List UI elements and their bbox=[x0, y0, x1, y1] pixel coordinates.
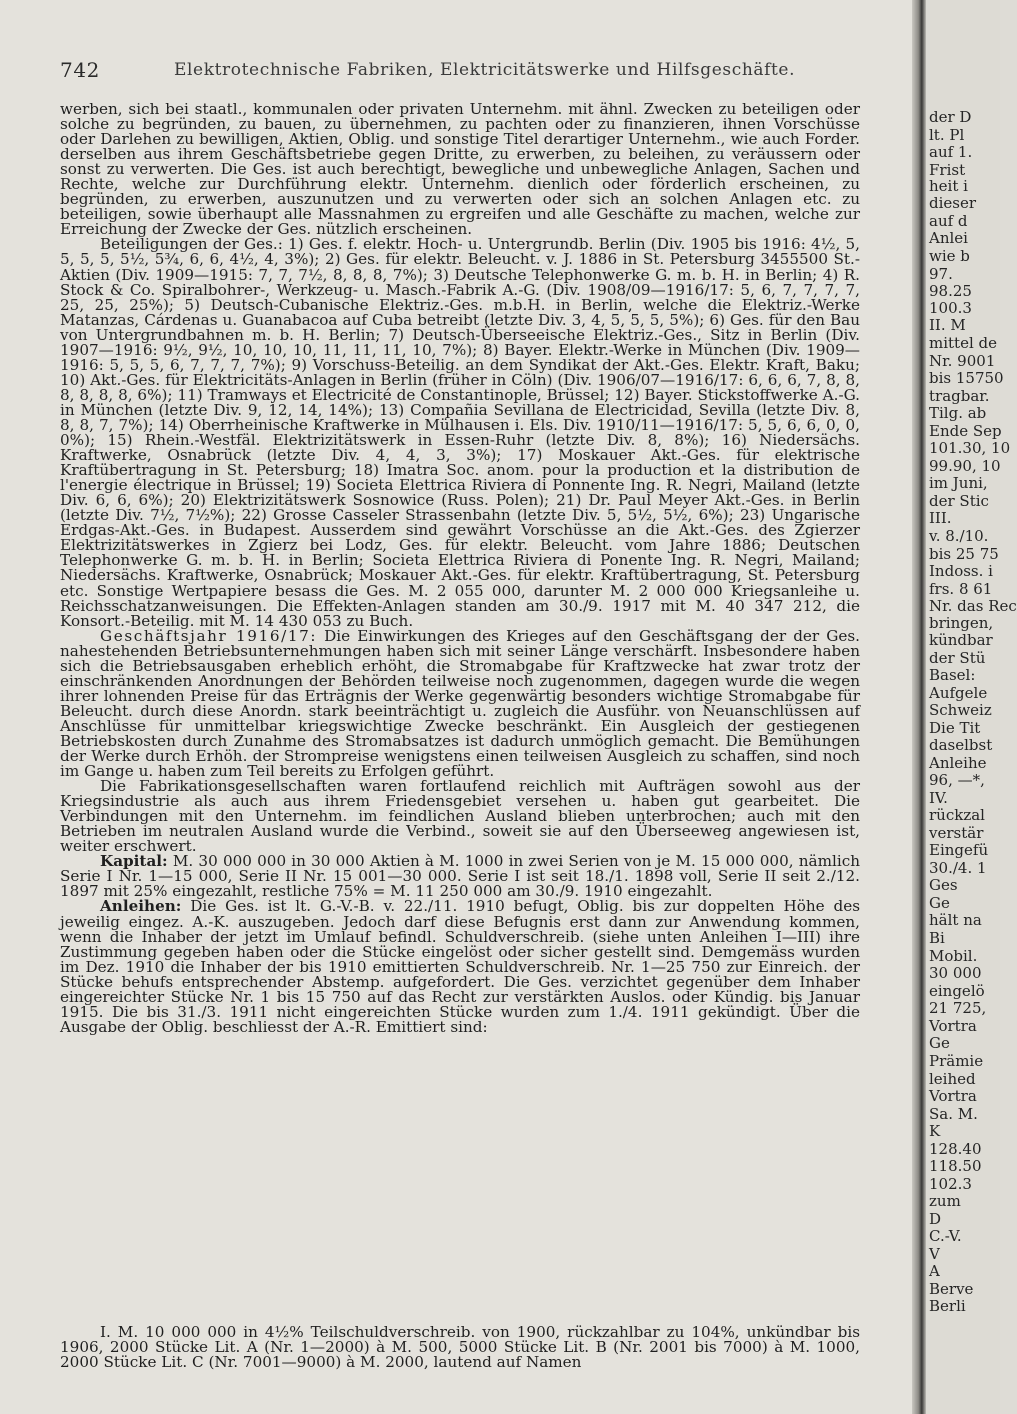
adjacent-page-line: Berve bbox=[929, 1280, 974, 1298]
loans-heading: Anleihen: bbox=[100, 897, 182, 916]
adjacent-page-line: kündbar bbox=[929, 631, 993, 649]
adjacent-page-line: 100.3 bbox=[929, 299, 972, 317]
book-gutter bbox=[912, 0, 926, 1414]
adjacent-page-line: tragbar. bbox=[929, 387, 990, 405]
adjacent-page-line: der Stü bbox=[929, 649, 986, 667]
page-header bbox=[60, 58, 860, 88]
adjacent-page-line: Sa. M. bbox=[929, 1105, 978, 1123]
adjacent-page-line: wie b bbox=[929, 247, 970, 265]
adjacent-page-line: Die Tit bbox=[929, 719, 981, 737]
adjacent-page-line: Vortra bbox=[929, 1087, 977, 1105]
adjacent-page-line: Nr. das Rec bbox=[929, 597, 1017, 615]
adjacent-page-line: C.-V. bbox=[929, 1227, 962, 1245]
adjacent-page-line: Anleihe bbox=[929, 754, 987, 772]
loans-text: Die Ges. ist lt. G.-V.-B. v. 22./11. 1910 befugt, Oblig. bis zur doppelten Höhe des jeweilig eingez. A.-K. auszugeben. Jedoch darf diese Befugnis erst dann zur Anwendung kommen, wenn die Inhaber der jetzt im Umlauf befindl. Schuldverschreib. (siehe unten Anleihen I—III) ihre Zustimmung gegeben haben oder die Stücke eingelöst oder sicher gestellt sind. Demgemäss wurden im Dez. 1910 die Inhaber der bis 1910 emittierten Schuldverschreib. Nr. 1—25 750 zur Einreich. der Stücke behufs entsprechender Abstemp. aufgefordert. Die Ges. verzichtet gegenüber dem Inhaber eingereichter Stücke Nr. 1 bis 15 750 auf das Recht zur verstärkten Auslos. oder Kündig. bis Januar 1915. Die bis 31./3. 1911 nicht eingereichten Stücke wurden zum 1./4. 1911 gekündigt. Über die Ausgabe der Oblig. beschliesst der A.-R. Emittiert sind: bbox=[60, 897, 860, 1036]
adjacent-page-line: Ges bbox=[929, 876, 958, 894]
adjacent-page-line: hält na bbox=[929, 911, 982, 929]
capital-text: M. 30 000 000 in 30 000 Aktien à M. 1000 in zwei Serien von je M. 15 000 000, nämlich Serie I Nr. 1—15 000, Serie II Nr. 15 001—30 000. Serie I ist seit 18./1. 1898 voll, Serie II seit 2./12. 1897 mit 25% eingezahlt, restliche 75% = M. 11 250 000 am 30./9. 1910 eingezahlt. bbox=[60, 852, 860, 901]
adjacent-page-line: 118.50 bbox=[929, 1157, 982, 1175]
adjacent-page-line: auf 1. bbox=[929, 143, 973, 161]
adjacent-page-line: Basel: bbox=[929, 666, 976, 684]
adjacent-page-line: K bbox=[929, 1122, 941, 1140]
adjacent-page-line: auf d bbox=[929, 212, 968, 230]
adjacent-page-line: 98.25 bbox=[929, 282, 972, 300]
adjacent-page-line: IV. bbox=[929, 789, 948, 807]
adjacent-page-line: mittel de bbox=[929, 334, 997, 352]
adjacent-page-line: im Juni, bbox=[929, 474, 988, 492]
paragraph-manufacturing: Die Fabrikationsgesellschaften waren fortlaufend reichlich mit Aufträgen sowohl aus der Kriegsindustrie als auch aus ihrem Friedensgebiet versehen u. haben gut gearbeitet. Die Verbindungen mit den Unternehm. im feindlichen Ausland blieben unterbrochen; auch mit den Betrieben im neutralen Ausland wurde die Verbind., soweit sie auf den Überseeweg angewiesen ist, weiter erschwert. bbox=[60, 777, 860, 856]
adjacent-page-line: 96, —*, bbox=[929, 771, 985, 789]
adjacent-page-line: Vortra bbox=[929, 1017, 977, 1035]
adjacent-page-line: Mobil. bbox=[929, 947, 978, 965]
adjacent-page-line: frs. 8 61 bbox=[929, 580, 993, 598]
adjacent-page-fragment bbox=[926, 0, 1017, 1414]
adjacent-page-line: Eingefü bbox=[929, 841, 989, 859]
adjacent-page-line: III. bbox=[929, 509, 952, 527]
adjacent-page-line: 101.30, 10 bbox=[929, 439, 1011, 457]
capital-heading: Kapital: bbox=[100, 852, 168, 871]
adjacent-page-line: zum bbox=[929, 1192, 961, 1210]
business-year-heading: Geschäftsjahr 1916/17: bbox=[100, 626, 318, 645]
adjacent-page-line: bringen, bbox=[929, 614, 994, 632]
adjacent-page-line: Berli bbox=[929, 1297, 966, 1315]
adjacent-page-line: D bbox=[929, 1210, 942, 1228]
adjacent-page-line: der Stic bbox=[929, 492, 989, 510]
paragraph-participations: Beteiligungen der Ges.: 1) Ges. f. elektr. Hoch- u. Untergrundb. Berlin (Div. 1905 bis 1916: 4½, 5, 5, 5, 5, 5½, 5¾, 6, 6, 4½, 4, 3%); 2) Ges. für elektr. Beleucht. v. J. 1886 in St. Petersburg 3455500 St.-Aktien (Div. 1909—1915: 7, 7, 7½, 8, 8, 8, 7%); 3) Deutsche Telephonwerke G. m. b. H. in Berlin; 4) R. Stock & Co. Spiralbohrer-, Werkzeug- u. Masch.-Fabrik A.-G. (Div. 1908/09—1916/17: 5, 6, 7, 7, 7, 7, 25, 25, 25%); 5) Deutsch-Cubanische Elektriz.-Ges. m.b.H. in Berlin, welche die Elektriz.-Werke Matanzas, Cárdenas u. Guanabacoa auf Cuba betreibt (letzte Div. 3, 4, 5, 5, 5, 5%); 6) Ges. für den Bau von Untergrundbahnen m. b. H. Berlin; 7) Deutsch-Überseeische Elektriz.-Ges., Sitz in Berlin (Div. 1907—1916: 9½, 9½, 10, 10, 10, 11, 11, 11, 10, 7%); 8) Bayer. Elektr.-Werke in München (Div. 1909—1916: 5, 5, 5, 6, 7, 7, 7, 7%); 9) Vorschuss-Beteilig. an dem Syndikat der Akt.-Ges. Elektr. Kraft, Baku; 10) Akt.-Ges. für Elektricitäts-Anlagen in Berlin (früher in Cöln) (Div. 1906/07—1916/17: 6, 6, 6, 7, 8, 8, 8, 8, 8, 8, 6%); 11) Tramways et Electricité de Constantinople, Brüssel; 12) Bayer. Stickstoffwerke A.-G. in München (letzte Div. 9, 12, 14, 14%); 13) Compañia Sevillana de Electricidad, Sevilla (letzte Div. 8, 8, 8, 7, 7%); 14) Oberrheinische Kraftwerke in Mülhausen i. Els. Div. 1910/11—1916/17: 5, 5, 6, 6, 0, 0, 0%); 15) Rhein.-Westfäl. Elektrizitätswerk in Essen-Ruhr (letzte Div. 8, 8%); 16) Niedersächs. Kraftwerke, Osnabrück (letzte Div. 4, 4, 3, 3%); 17) Moskauer Akt.-Ges. für elektrische Kraftübertragung in St. Petersburg; 18) Imatra Soc. anom. pour la production et la distribution de l'energie électrique in Brüssel; 19) Societa Elettrica Riviera di Ponnente Ing. R. Negri, Mailand (letzte Div. 6, 6, 6%); 20) Elektrizitätswerk Sosnowice (Russ. Polen); 21) Dr. Paul Meyer Akt.-Ges. in Berlin (letzte Div. 7½, 7½%); 22) Grosse Casseler Strassenbahn (letzte Div. 5, 5½, 5½, 6%); 23) Ungarische Erdgas-Akt.-Ges. in Budapest. Ausserdem sind gewährt Vorschüsse an die Akt.-Ges. des Zgierzer Elektrizitätswerkes in Zgierz bei Lodz, Ges. für elektr. Beleucht. vom Jahre 1886; Deutschen Telephonwerke G. m. b. H. in Berlin; Societa Elettrica Riviera di Ponente Ing. R. Negri, Mailand; Niedersächs. Kraftwerke, Osnabrück; Moskauer Akt.-Ges. für elektr. Kraftübertragung, St. Petersburg etc. Sonstige Wertpapiere besass die Ges. M. 2 055 000, darunter M. 2 000 000 Kriegsanleihe u. Reichsschatzanweisungen. Die Effekten-Anlagen standen am 30./9. 1917 mit M. 40 347 212, die Konsort.-Beteilig. mit M. 14 430 053 zu Buch. bbox=[60, 235, 860, 630]
adjacent-page-line: leihed bbox=[929, 1070, 976, 1088]
adjacent-page-line: Prämie bbox=[929, 1052, 984, 1070]
running-title: Elektrotechnische Fabriken, Elektricitätswerke und Hilfsgeschäfte. bbox=[174, 60, 796, 80]
adjacent-page-line: v. 8./10. bbox=[929, 527, 989, 545]
adjacent-page-line: daselbst bbox=[929, 736, 993, 754]
adjacent-page-line: verstär bbox=[929, 824, 984, 842]
adjacent-page-line: Ge bbox=[929, 894, 950, 912]
adjacent-page-line: II. M bbox=[929, 316, 966, 334]
adjacent-page-line: Tilg. ab bbox=[929, 404, 987, 422]
adjacent-page-line: Ende Sep bbox=[929, 422, 1002, 440]
adjacent-page-line: Indoss. i bbox=[929, 562, 993, 580]
adjacent-page-line: 128.40 bbox=[929, 1140, 982, 1158]
paragraph-business-year bbox=[60, 626, 860, 781]
adjacent-page-line: Ge bbox=[929, 1034, 950, 1052]
adjacent-page-line: Bi bbox=[929, 929, 945, 947]
business-year-text: Die Einwirkungen des Krieges auf den Geschäftsgang der der Ges. nahestehenden Betriebsunternehmungen haben sich mit seiner Länge verschärft. Insbesondere haben sich die Betriebsausgaben erheblich erhöht, die Stromabgabe für Kraftzwecke hat zwar trotz der einschränkenden Anordnungen der Behörden teilweise noch zugenommen, dagegen wurde die wegen ihrer lohnenden Preise für das Erträgnis der Werke gegenwärtig besonders wichtige Stromabgabe für Beleucht. durch diese Anordn. stark beeinträchtigt u. zugleich die Ausführ. von Neuanschlüssen auf Anschlüsse für unmittelbar kriegswichtige Zwecke beschränkt. Ein Ausgleich der gestiegenen Betriebskosten durch Zunahme des Stromabsatzes ist dadurch unmöglich gemacht. Die Bemühungen der Werke durch Erhöh. der Strompreise wenigstens einen teilweisen Ausgleich zu schaffen, sind noch im Gange u. haben zum Teil bereits zu Erfolgen geführt. bbox=[60, 626, 860, 781]
paragraph-purpose: werben, sich bei staatl., kommunalen oder privaten Unternehm. mit ähnl. Zwecken zu beteiligen oder solche zu begründen, zu bauen, zu übernehmen, zu pachten oder zu finanzieren, ihnen Vorschüsse oder Darlehen zu bewilligen, Aktien, Oblig. und sonstige Titel derartiger Unternehm., wie auch Forder. derselben aus ihrem Geschäftsbetriebe gegen Dritte, zu erwerben, zu beleihen, zu veräussern oder sonst zu verwerten. Die Ges. ist auch berechtigt, bewegliche und unbewegliche Anlagen, Sachen und Rechte, welche zur Durchführung elektr. Unternehm. dienlich oder förderlich erscheinen, zu begründen, zu erwerben, auszunutzen und zu verwerten oder sich an solchen Anlagen etc. zu beteiligen, sowie überhaupt alle Massnahmen zu ergreifen und alle Geschäfte zu machen, welche zur Erreichung der Zwecke der Ges. nützlich erscheinen. bbox=[60, 100, 860, 239]
loan-issue-item-1: I. M. 10 000 000 in 4½% Teilschuldverschreib. von 1900, rückzahlbar zu 104%, unkündbar bis 1906, 2000 Stücke Lit. A (Nr. 1—2000) à M. 500, 5000 Stücke Lit. B (Nr. 2001 bis 7000) à M. 1000, 2000 Stücke Lit. C (Nr. 7001—9000) à M. 2000, lautend auf Namen bbox=[60, 1323, 860, 1372]
adjacent-page-line: rückzal bbox=[929, 806, 985, 824]
adjacent-page-line: lt. Pl bbox=[929, 126, 965, 144]
page-number: 742 bbox=[60, 58, 100, 82]
adjacent-page-line: Nr. 9001 bbox=[929, 352, 996, 370]
adjacent-page-line: heit i bbox=[929, 177, 968, 195]
adjacent-page-line: dieser bbox=[929, 194, 977, 212]
adjacent-page-line: bis 25 75 bbox=[929, 545, 999, 563]
adjacent-page-line: eingelö bbox=[929, 982, 985, 1000]
adjacent-page-line: V bbox=[929, 1245, 940, 1263]
adjacent-page-line: A bbox=[929, 1262, 940, 1280]
adjacent-page-line: Aufgele bbox=[929, 684, 988, 702]
adjacent-page-line: bis 15750 bbox=[929, 369, 1004, 387]
adjacent-page-line: 102.3 bbox=[929, 1175, 972, 1193]
adjacent-page-line: 30./4. 1 bbox=[929, 859, 987, 877]
adjacent-page-line: der D bbox=[929, 108, 972, 126]
adjacent-page-line: Frist bbox=[929, 161, 966, 179]
adjacent-page-line: 99.90, 10 bbox=[929, 457, 1001, 475]
main-text bbox=[60, 102, 860, 1035]
paragraph-loans bbox=[60, 899, 860, 1034]
paragraph-capital bbox=[60, 854, 860, 899]
adjacent-page-line: 30 000 bbox=[929, 964, 982, 982]
loan-issue-list bbox=[60, 1325, 860, 1370]
adjacent-page-line: 21 725, bbox=[929, 999, 987, 1017]
adjacent-page-line: Anlei bbox=[929, 229, 968, 247]
adjacent-page-line: 97. bbox=[929, 265, 953, 283]
adjacent-page-line: Schweiz bbox=[929, 701, 992, 719]
